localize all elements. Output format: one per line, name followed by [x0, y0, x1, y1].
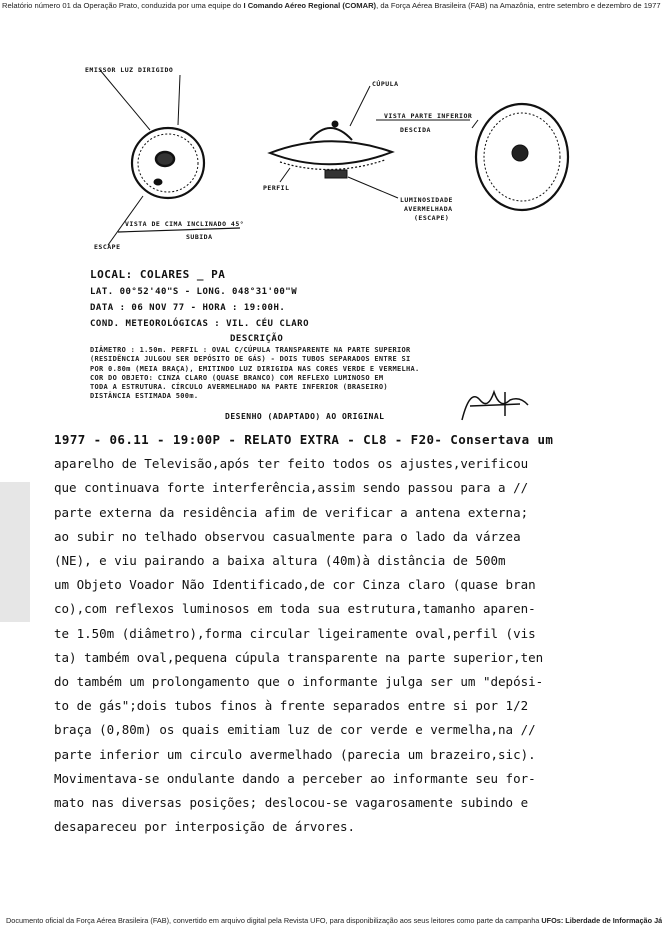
report-line: (NE), e viu pairando a baixa altura (40m)à distância de 500m: [54, 553, 506, 569]
report-line: aparelho de Televisão,após ter feito todos os ajustes,verificou: [54, 456, 529, 472]
ufo-bottom-view-drawing: [472, 104, 568, 210]
report-line: ao subir no telhado observou casualmente para o lado da várzea: [54, 528, 521, 544]
field-local: LOCAL: COLARES _ PA: [90, 268, 226, 281]
label-exit: ESCAPE: [94, 243, 121, 251]
top-caption-part: I Comando Aéreo Regional (COMAR): [243, 1, 377, 10]
label-emitter: EMISSOR LUZ DIRIGIDO: [85, 66, 174, 74]
description-line: DISTÂNCIA ESTIMADA 500m.: [90, 392, 199, 401]
label-top-view-2: SUBIDA: [186, 233, 213, 241]
field-coords: LAT. 00°52'40"S - LONG. 048°31'00"W: [90, 287, 298, 297]
description-line: COR DO OBJETO: CINZA CLARO (QUASE BRANCO) COM REFLEXO LUMINOSO EM: [90, 373, 384, 382]
report-line: desapareceu por interposição de árvores.: [54, 819, 356, 835]
report-line: parte externa da residência afim de verificar a antena externa;: [54, 504, 529, 520]
bottom-caption: [6, 916, 662, 926]
description-line: (RESIDÊNCIA JULGOU SER DEPÓSITO DE GÁS) - DOIS TUBOS SEPARADOS ENTRE SI: [90, 355, 411, 364]
label-luminosity-3: (ESCAPE): [414, 214, 450, 222]
ufo-top-view-drawing: [100, 70, 240, 245]
drawing-note: DESENHO (ADAPTADO) AO ORIGINAL: [225, 412, 385, 421]
description-line: POR 0.80m (MEIA BRAÇA), EMITINDO LUZ DIRIGIDA NAS CORES VERDE E VERMELHA.: [90, 364, 420, 373]
bottom-caption-part: UFOs: Liberdade de Informação Já: [541, 916, 662, 925]
field-weather: COND. METEOROLÓGICAS : VIL. CÉU CLARO: [90, 319, 309, 329]
report-line: parte inferior um circulo avermelhado (parecia um brazeiro,sic).: [54, 746, 536, 762]
report-line: um Objeto Voador Não Identificado,de cor Cinza claro (quase bran: [54, 577, 536, 593]
report-line: do também um prolongamento que o informante julga ser um "depósi-: [54, 674, 544, 690]
report-line: te 1.50m (diâmetro),forma circular ligeiramente oval,perfil (vis: [54, 625, 536, 641]
description-block: [90, 346, 560, 402]
description-line: DIÂMETRO : 1.50m. PERFIL : OVAL C/CÚPULA TRANSPARENTE NA PARTE SUPERIOR: [90, 346, 411, 354]
ufo-profile-drawing: [270, 86, 473, 198]
top-caption-part: , da Força Aérea Brasileira (FAB) na Amazônia, entre setembro e dezembro de 1977: [376, 1, 661, 10]
report-line: braça (0,80m) os quais emitiam luz de cor verde e vermelha,na //: [54, 722, 536, 738]
report-lines: [54, 452, 594, 839]
label-bottom-view: VISTA PARTE INFERIOR: [384, 112, 473, 120]
report-line: Movimentava-se ondulante dando a perceber ao informante seu for-: [54, 770, 536, 786]
top-caption-part: Relatório número 01 da Operação Prato, conduzida por uma equipe do: [2, 1, 244, 10]
label-top-view: VISTA DE CIMA INCLINADO 45°: [125, 220, 245, 228]
label-luminosity: LUMINOSIDADE: [400, 196, 453, 204]
report-line: mato nas diversas posições; deslocou-se vagarosamente subindo e: [54, 795, 529, 811]
label-profile: PERFIL: [263, 184, 290, 192]
label-dome: CÚPULA: [372, 80, 399, 88]
report-line: que continuava forte interferência,assim sendo passou para a //: [54, 480, 529, 496]
bottom-caption-part: Documento oficial da Força Aérea Brasileira (FAB), convertido em arquivo digital pela Revista UFO, para disponibilização aos seus leitores como parte da campanha: [6, 916, 542, 925]
report-text: [54, 428, 594, 839]
report-header: 1977 - 06.11 - 19:00P - RELATO EXTRA - CL8 - F20- Consertava um: [54, 432, 554, 447]
description-line: TODA A ESTRUTURA. CÍRCULO AVERMELHADO NA PARTE INFERIOR (BRASEIRO): [90, 383, 388, 392]
scan-shading: [0, 482, 30, 622]
label-bottom-view-2: DESCIDA: [400, 126, 431, 134]
field-description-title: DESCRIÇÃO: [230, 334, 284, 344]
report-line: co),com reflexos luminosos em toda sua estrutura,tamanho aparen-: [54, 601, 536, 617]
label-luminosity-2: AVERMELHADA: [404, 205, 453, 213]
field-date: DATA : 06 NOV 77 - HORA : 19:00H.: [90, 303, 286, 313]
report-line: ta) também oval,pequena cúpula transparente na parte superior,ten: [54, 649, 544, 665]
report-line: to de gás";dois tubos finos à frente separados entre si por 1/2: [54, 698, 529, 714]
